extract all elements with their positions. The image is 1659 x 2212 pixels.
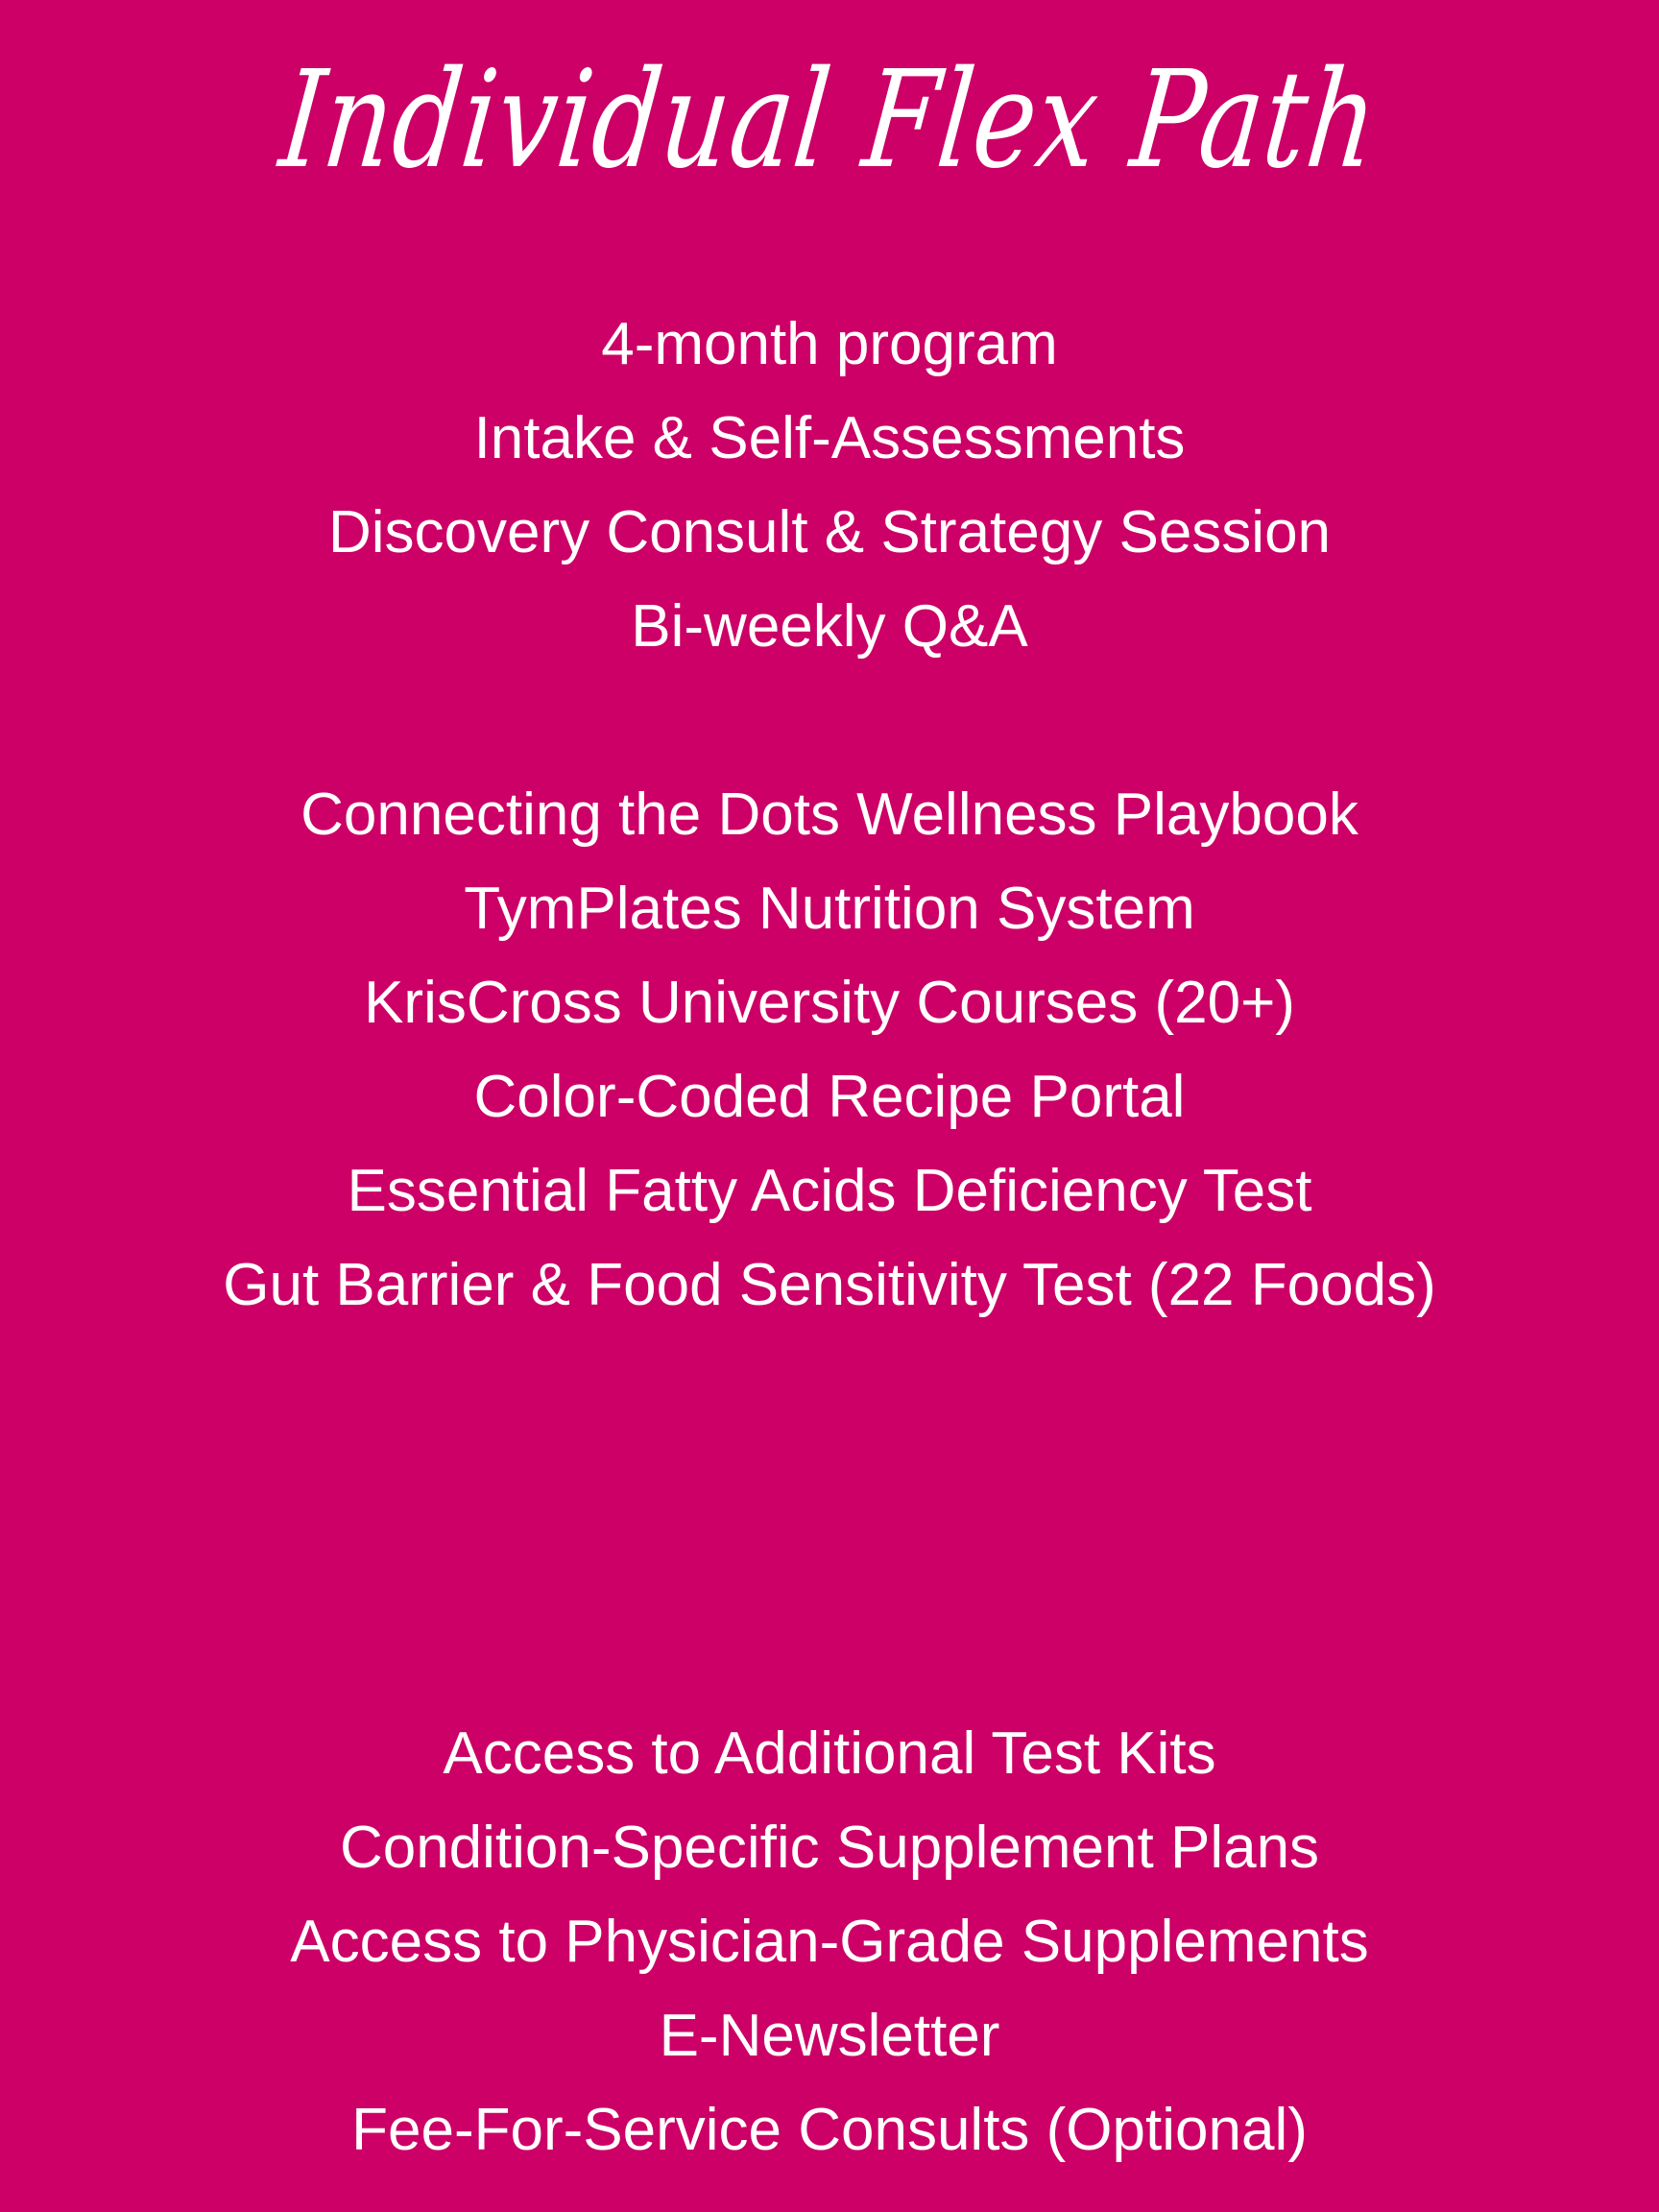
page-header [0,0,1659,250]
feature-item: Intake & Self-Assessments [473,405,1186,471]
feature-list-resources [0,768,1659,1333]
feature-item: Access to Additional Test Kits [443,1720,1216,1787]
feature-list-core [0,298,1659,674]
feature-item: Fee-For-Service Consults (Optional) [351,2097,1308,2163]
feature-item: Condition-Specific Supplement Plans [339,1815,1320,1881]
feature-list-extras [0,1707,1659,2177]
feature-item: KrisCross University Courses (20+) [364,970,1295,1036]
feature-item: Color-Coded Recipe Portal [473,1064,1186,1130]
feature-item: Access to Physician-Grade Supplements [290,1909,1369,1975]
page-title: Individual Flex Path [273,42,1386,199]
feature-item: TymPlates Nutrition System [464,876,1195,942]
feature-item: Bi-weekly Q&A [631,593,1028,660]
feature-item: E-Newsletter [659,2003,1000,2069]
feature-item: Connecting the Dots Wellness Playbook [301,781,1358,848]
feature-item: Discovery Consult & Strategy Session [327,499,1332,565]
feature-item: 4-month program [601,311,1058,377]
feature-item: Gut Barrier & Food Sensitivity Test (22 Foods) [223,1252,1436,1318]
feature-item: Essential Fatty Acids Deficiency Test [347,1158,1312,1224]
